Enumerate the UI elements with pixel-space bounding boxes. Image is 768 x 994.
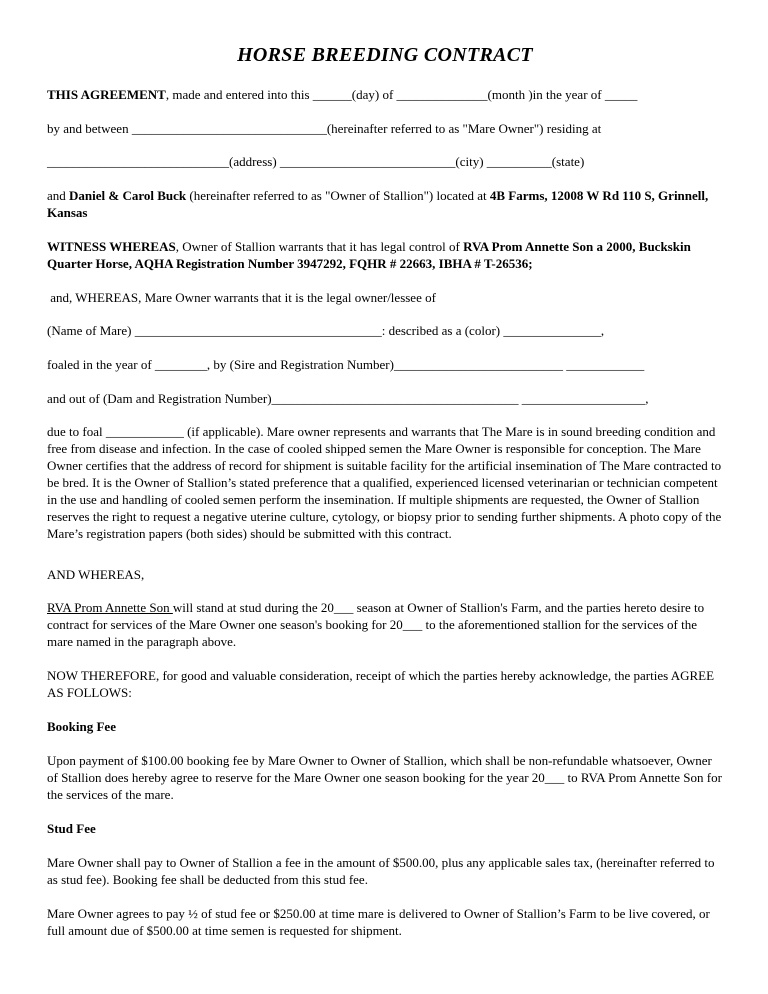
address-line: ____________________________(address) ___________________________(city) __________(state) bbox=[47, 154, 585, 169]
farm-location: 4B Farms, 12008 W Rd 110 S, Grinnell, Kansas bbox=[47, 188, 709, 220]
stallion-owner-paragraph bbox=[47, 187, 723, 221]
stud-fee-paragraph: Mare Owner shall pay to Owner of Stallion a fee in the amount of $500.00, plus any applicable sales tax, (hereinafter referred to as stud fee). Booking fee shall be deducted from this stud fee. bbox=[47, 855, 715, 887]
foal-paragraph: due to foal ____________ (if applicable). Mare owner represents and warrants that The Mare is in sound breeding condition and free from disease and infection. In the case of cooled shipped semen the Mare Owner is responsible for conception. The Mare Owner certifies that the address of record for shipment is suitable facility for the artificial insemination of The Mare contracted to be bred. It is the Owner of Stallion’s stated preference that a qualified, experienced licensed veterinarian or technician competent in the use and handling of cooled semen perform the insemination. If multiple shipments are requested, the Owner of Stallion reserves the right to request a negative uterine culture, cytology, or biopsy prior to sending further shipments. A photo copy of the Mare’s registration papers (both sides) should be submitted with this contract. bbox=[47, 424, 722, 541]
owner-pre: and bbox=[47, 188, 70, 203]
witness-text: , Owner of Stallion warrants that it has legal control of bbox=[175, 239, 464, 254]
stud-fee-heading: Stud Fee bbox=[47, 821, 96, 836]
agreement-lead: THIS AGREEMENT bbox=[47, 87, 166, 102]
stud-text: will stand at stud during the 20___ season at Owner of Stallion's Farm, and the parties hereto desire to contract for services of the Mare Owner one season's booking for 20___ to the aforementioned stallion for the services of the mare named in the paragraph above. bbox=[47, 600, 705, 649]
agreement-text: , made and entered into this ______(day) of ______________(month )in the year of _____ bbox=[165, 87, 638, 102]
mare-name-line: (Name of Mare) ______________________________________: described as a (color) _______________, bbox=[47, 323, 605, 338]
stallion-owner-name: Daniel & Carol Buck bbox=[69, 188, 187, 203]
stallion-name: RVA Prom Annette Son bbox=[47, 600, 173, 615]
witness-lead: WITNESS WHEREAS bbox=[47, 239, 176, 254]
witness-paragraph bbox=[47, 238, 723, 272]
stud-fee-payment-paragraph: Mare Owner agrees to pay ½ of stud fee or $250.00 at time mare is delivered to Owner of Stallion’s Farm to be live covered, or full amount due of $500.00 at time semen is requested for shipment. bbox=[47, 906, 710, 938]
mare-foaled-line: foaled in the year of ________, by (Sire and Registration Number)__________________________ ____________ bbox=[47, 357, 645, 372]
stud-paragraph bbox=[47, 599, 723, 650]
and-whereas: AND WHEREAS, bbox=[47, 567, 145, 582]
booking-fee-heading: Booking Fee bbox=[47, 719, 116, 734]
agreement-line bbox=[47, 86, 637, 103]
mare-dam-line: and out of (Dam and Registration Number)______________________________________ ___________________, bbox=[47, 391, 649, 406]
now-therefore-paragraph: NOW THEREFORE, for good and valuable consideration, receipt of which the parties hereby acknowledge, the parties AGREE AS FOLLOWS: bbox=[47, 668, 715, 700]
booking-fee-paragraph: Upon payment of $100.00 booking fee by Mare Owner to Owner of Stallion, which shall be non-refundable whatsoever, Owner of Stallion does hereby agree to reserve for the Mare Owner one season booking for the year 20___ to RVA Prom Annette Son for the services of the mare. bbox=[47, 753, 722, 802]
stallion-info: RVA Prom Annette Son a 2000, Buckskin Quarter Horse, AQHA Registration Number 3947292, FQHR # 22663, IBHA # T-26536; bbox=[47, 239, 691, 271]
parties-line: by and between ______________________________(hereinafter referred to as "Mare Owner") residing at bbox=[47, 121, 602, 136]
mare-whereas-line: and, WHEREAS, Mare Owner warrants that it is the legal owner/lessee of bbox=[47, 290, 436, 305]
document-title: HORSE BREEDING CONTRACT bbox=[237, 44, 533, 66]
owner-mid: (hereinafter referred to as "Owner of Stallion") located at bbox=[186, 188, 490, 203]
